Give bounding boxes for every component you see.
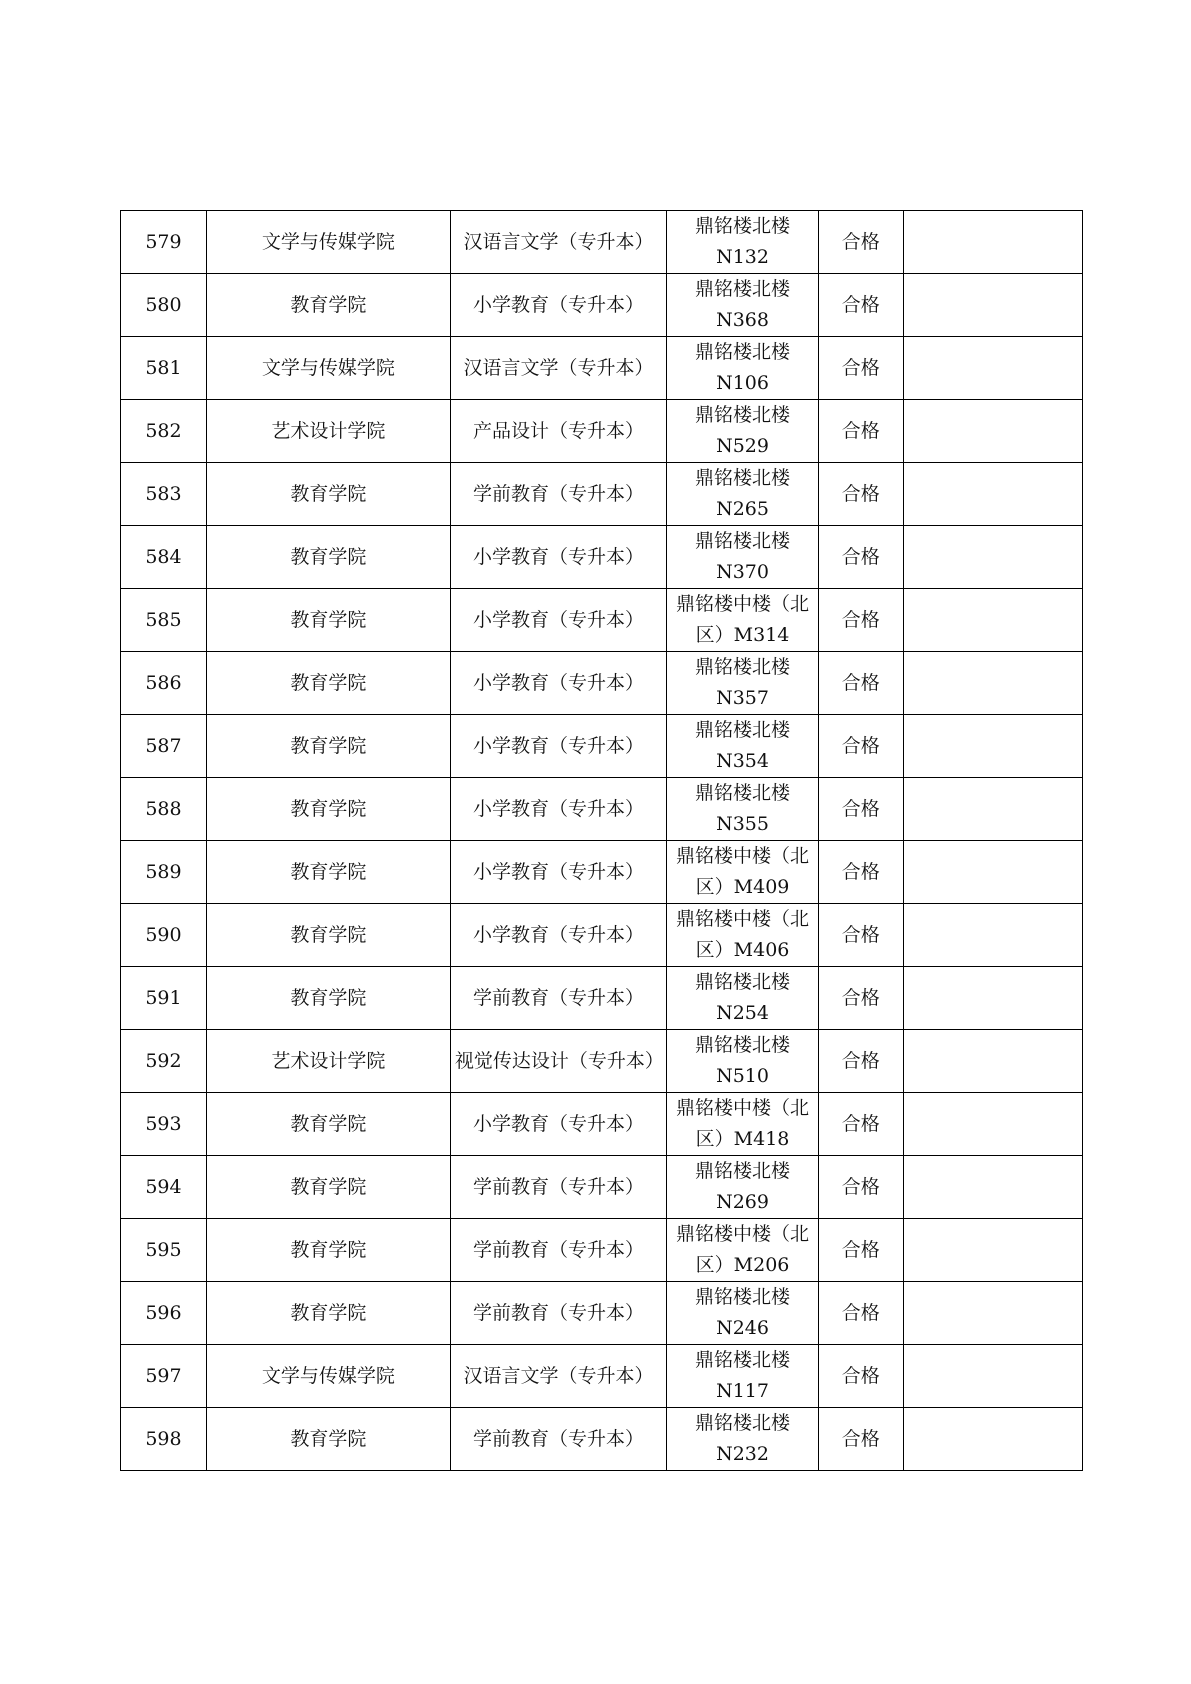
- row-number-cell: 580: [121, 274, 207, 337]
- major-cell: 小学教育（专升本）: [450, 1093, 666, 1156]
- major-cell: 学前教育（专升本）: [450, 1282, 666, 1345]
- row-number-cell: 581: [121, 337, 207, 400]
- exam-room-cell: 鼎铭楼北楼N106: [667, 337, 819, 400]
- major-cell: 学前教育（专升本）: [450, 1408, 666, 1471]
- college-cell: 文学与传媒学院: [206, 211, 450, 274]
- note-cell: [903, 778, 1082, 841]
- college-cell: 教育学院: [206, 967, 450, 1030]
- result-cell: 合格: [818, 1219, 903, 1282]
- exam-room-cell: 鼎铭楼北楼N370: [667, 526, 819, 589]
- table-row: [121, 589, 1083, 652]
- row-number-cell: 588: [121, 778, 207, 841]
- row-number-cell: 595: [121, 1219, 207, 1282]
- result-cell: 合格: [818, 589, 903, 652]
- college-cell: 教育学院: [206, 274, 450, 337]
- result-cell: 合格: [818, 967, 903, 1030]
- result-cell: 合格: [818, 841, 903, 904]
- result-cell: 合格: [818, 1093, 903, 1156]
- college-cell: 教育学院: [206, 841, 450, 904]
- exam-room-cell: 鼎铭楼北楼N265: [667, 463, 819, 526]
- college-cell: 教育学院: [206, 715, 450, 778]
- results-table: [120, 210, 1083, 1471]
- major-cell: 小学教育（专升本）: [450, 904, 666, 967]
- college-cell: 教育学院: [206, 1282, 450, 1345]
- college-cell: 艺术设计学院: [206, 1030, 450, 1093]
- major-cell: 小学教育（专升本）: [450, 715, 666, 778]
- college-cell: 教育学院: [206, 463, 450, 526]
- row-number-cell: 597: [121, 1345, 207, 1408]
- table-row: [121, 841, 1083, 904]
- major-cell: 汉语言文学（专升本）: [450, 1345, 666, 1408]
- college-cell: 教育学院: [206, 1093, 450, 1156]
- note-cell: [903, 211, 1082, 274]
- note-cell: [903, 1345, 1082, 1408]
- exam-room-cell: 鼎铭楼中楼（北区）M206: [667, 1219, 819, 1282]
- result-cell: 合格: [818, 652, 903, 715]
- results-table-body: [121, 211, 1083, 1471]
- note-cell: [903, 526, 1082, 589]
- note-cell: [903, 1093, 1082, 1156]
- note-cell: [903, 652, 1082, 715]
- major-cell: 学前教育（专升本）: [450, 463, 666, 526]
- note-cell: [903, 274, 1082, 337]
- exam-room-cell: 鼎铭楼北楼N355: [667, 778, 819, 841]
- result-cell: 合格: [818, 211, 903, 274]
- row-number-cell: 598: [121, 1408, 207, 1471]
- row-number-cell: 591: [121, 967, 207, 1030]
- table-row: [121, 967, 1083, 1030]
- college-cell: 教育学院: [206, 904, 450, 967]
- note-cell: [903, 1282, 1082, 1345]
- note-cell: [903, 463, 1082, 526]
- exam-room-cell: 鼎铭楼北楼N510: [667, 1030, 819, 1093]
- major-cell: 视觉传达设计（专升本）: [450, 1030, 666, 1093]
- row-number-cell: 584: [121, 526, 207, 589]
- result-cell: 合格: [818, 778, 903, 841]
- note-cell: [903, 715, 1082, 778]
- exam-room-cell: 鼎铭楼中楼（北区）M418: [667, 1093, 819, 1156]
- exam-room-cell: 鼎铭楼北楼N132: [667, 211, 819, 274]
- row-number-cell: 586: [121, 652, 207, 715]
- result-cell: 合格: [818, 1282, 903, 1345]
- note-cell: [903, 1408, 1082, 1471]
- note-cell: [903, 841, 1082, 904]
- row-number-cell: 579: [121, 211, 207, 274]
- exam-room-cell: 鼎铭楼北楼N529: [667, 400, 819, 463]
- table-row: [121, 1219, 1083, 1282]
- table-row: [121, 904, 1083, 967]
- major-cell: 产品设计（专升本）: [450, 400, 666, 463]
- major-cell: 小学教育（专升本）: [450, 526, 666, 589]
- row-number-cell: 585: [121, 589, 207, 652]
- table-row: [121, 1156, 1083, 1219]
- result-cell: 合格: [818, 400, 903, 463]
- note-cell: [903, 1030, 1082, 1093]
- table-row: [121, 1408, 1083, 1471]
- result-cell: 合格: [818, 1030, 903, 1093]
- major-cell: 小学教育（专升本）: [450, 778, 666, 841]
- table-row: [121, 211, 1083, 274]
- row-number-cell: 596: [121, 1282, 207, 1345]
- result-cell: 合格: [818, 1408, 903, 1471]
- major-cell: 汉语言文学（专升本）: [450, 337, 666, 400]
- row-number-cell: 594: [121, 1156, 207, 1219]
- exam-room-cell: 鼎铭楼北楼N354: [667, 715, 819, 778]
- result-cell: 合格: [818, 1156, 903, 1219]
- exam-room-cell: 鼎铭楼北楼N269: [667, 1156, 819, 1219]
- result-cell: 合格: [818, 1345, 903, 1408]
- table-row: [121, 526, 1083, 589]
- major-cell: 学前教育（专升本）: [450, 1156, 666, 1219]
- exam-room-cell: 鼎铭楼中楼（北区）M406: [667, 904, 819, 967]
- result-cell: 合格: [818, 526, 903, 589]
- college-cell: 文学与传媒学院: [206, 337, 450, 400]
- college-cell: 教育学院: [206, 1408, 450, 1471]
- exam-room-cell: 鼎铭楼北楼N117: [667, 1345, 819, 1408]
- major-cell: 学前教育（专升本）: [450, 967, 666, 1030]
- note-cell: [903, 337, 1082, 400]
- table-row: [121, 400, 1083, 463]
- note-cell: [903, 1219, 1082, 1282]
- table-row: [121, 274, 1083, 337]
- table-row: [121, 715, 1083, 778]
- result-cell: 合格: [818, 715, 903, 778]
- note-cell: [903, 904, 1082, 967]
- row-number-cell: 592: [121, 1030, 207, 1093]
- row-number-cell: 590: [121, 904, 207, 967]
- table-row: [121, 778, 1083, 841]
- college-cell: 文学与传媒学院: [206, 1345, 450, 1408]
- row-number-cell: 593: [121, 1093, 207, 1156]
- row-number-cell: 583: [121, 463, 207, 526]
- exam-room-cell: 鼎铭楼中楼（北区）M409: [667, 841, 819, 904]
- major-cell: 小学教育（专升本）: [450, 841, 666, 904]
- row-number-cell: 587: [121, 715, 207, 778]
- major-cell: 小学教育（专升本）: [450, 589, 666, 652]
- college-cell: 教育学院: [206, 652, 450, 715]
- row-number-cell: 582: [121, 400, 207, 463]
- row-number-cell: 589: [121, 841, 207, 904]
- table-row: [121, 1345, 1083, 1408]
- exam-room-cell: 鼎铭楼北楼N246: [667, 1282, 819, 1345]
- table-row: [121, 337, 1083, 400]
- result-cell: 合格: [818, 337, 903, 400]
- exam-room-cell: 鼎铭楼北楼N368: [667, 274, 819, 337]
- exam-room-cell: 鼎铭楼北楼N254: [667, 967, 819, 1030]
- note-cell: [903, 400, 1082, 463]
- college-cell: 教育学院: [206, 589, 450, 652]
- major-cell: 小学教育（专升本）: [450, 652, 666, 715]
- note-cell: [903, 967, 1082, 1030]
- major-cell: 汉语言文学（专升本）: [450, 211, 666, 274]
- college-cell: 教育学院: [206, 1219, 450, 1282]
- college-cell: 教育学院: [206, 778, 450, 841]
- result-cell: 合格: [818, 274, 903, 337]
- major-cell: 小学教育（专升本）: [450, 274, 666, 337]
- major-cell: 学前教育（专升本）: [450, 1219, 666, 1282]
- note-cell: [903, 1156, 1082, 1219]
- table-row: [121, 1093, 1083, 1156]
- table-row: [121, 463, 1083, 526]
- exam-room-cell: 鼎铭楼中楼（北区）M314: [667, 589, 819, 652]
- college-cell: 教育学院: [206, 526, 450, 589]
- college-cell: 艺术设计学院: [206, 400, 450, 463]
- table-row: [121, 1030, 1083, 1093]
- table-row: [121, 1282, 1083, 1345]
- exam-room-cell: 鼎铭楼北楼N232: [667, 1408, 819, 1471]
- result-cell: 合格: [818, 463, 903, 526]
- college-cell: 教育学院: [206, 1156, 450, 1219]
- note-cell: [903, 589, 1082, 652]
- table-row: [121, 652, 1083, 715]
- result-cell: 合格: [818, 904, 903, 967]
- exam-room-cell: 鼎铭楼北楼N357: [667, 652, 819, 715]
